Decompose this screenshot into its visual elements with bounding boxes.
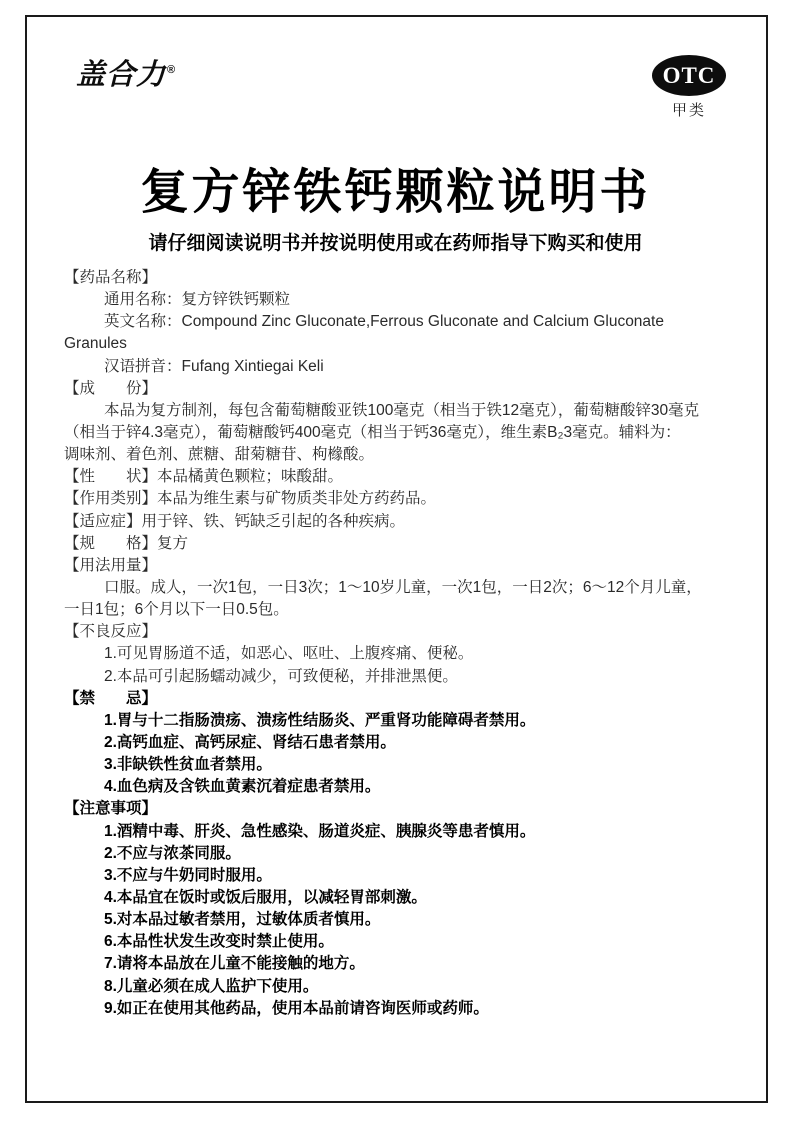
document-line: 9.如正在使用其他药品，使用本品前请咨询医师或药师。 [104,999,489,1017]
brand-logo [76,52,176,93]
document-line: （相当于锌4.3毫克），葡萄糖酸钙400毫克（相当于钙36毫克），维生素B₂3毫克。辅料为： [64,423,681,441]
document-line: 【成 份】 [64,379,158,397]
document-line: 3.非缺铁性贫血者禁用。 [104,756,272,774]
document-line: 【用法用量】 [64,556,158,574]
document-line: 2.本品可引起肠蠕动减少，可致便秘，并排泄黑便。 [104,667,458,685]
leaflet-title: 复方锌铁钙颗粒说明书 [140,166,651,219]
document-line: 【注意事项】 [64,800,158,818]
document-line: 【不良反应】 [64,623,158,641]
document-line: 【性 状】本品橘黄色颗粒；味酸甜。 [64,468,344,486]
document-line: 英文名称：Compound Zinc Gluconate,Ferrous Gluconate and Calcium Gluconate [104,313,664,331]
document-line: 3.不应与牛奶同时服用。 [104,866,272,884]
document-line: 汉语拼音：Fufang Xintiegai Keli [104,357,324,375]
document-line: 5.对本品过敏者禁用，过敏体质者慎用。 [104,911,381,929]
document-line: 6.本品性状发生改变时禁止使用。 [104,933,334,951]
document-line: 通用名称：复方锌铁钙颗粒 [104,291,291,309]
otc-badge-label: OTC [662,62,716,88]
document-line: 4.本品宜在饭时或饭后服用，以减轻胃部刺激。 [104,888,427,906]
document-line: 【药品名称】 [64,269,158,286]
document-line: 调味剂、着色剂、蔗糖、甜菊糖苷、枸橼酸。 [64,446,375,464]
document-line: 口服。成人，一次1包，一日3次；1～10岁儿童，一次1包，一日2次；6～12个月儿童， [104,578,702,596]
document-line: 7.请将本品放在儿童不能接触的地方。 [104,955,365,973]
document-line: 8.儿童必须在成人监护下使用。 [104,977,319,995]
document-line: 【规 格】复方 [64,534,189,552]
leaflet-body [64,267,750,1020]
brand-logo-text: 盖合力 [76,59,167,91]
document-line: 1.酒精中毒、肝炎、急性感染、肠道炎症、胰腺炎等患者慎用。 [104,822,536,840]
document-line: 本品为复方制剂，每包含葡萄糖酸亚铁100毫克（相当于铁12毫克），葡萄糖酸锌30毫克 [104,401,700,419]
document-line: 2.高钙血症、高钙尿症、肾结石患者禁用。 [104,733,396,751]
document-line: 【作用类别】本品为维生素与矿物质类非处方药药品。 [64,490,437,508]
document-line: 1.可见胃肠道不适，如恶心、呕吐、上腹疼痛、便秘。 [104,645,474,663]
document-line: 2.不应与浓茶同服。 [104,844,241,862]
otc-badge [652,55,726,96]
otc-category-label: 甲类 [671,102,706,119]
document-line: 一日1包；6个月以下一日0.5包。 [64,601,289,619]
leaflet-subtitle: 请仔细阅读说明书并按说明使用或在药师指导下购买和使用 [148,233,643,254]
registered-mark-icon: ® [167,64,177,77]
document-line: 【禁 忌】 [64,689,158,707]
document-line: 【适应症】用于锌、铁、钙缺乏引起的各种疾病。 [64,512,406,530]
document-line: 4.血色病及含铁血黄素沉着症患者禁用。 [104,778,381,796]
document-line: Granules [64,335,127,353]
document-line: 1.胃与十二指肠溃疡、溃疡性结肠炎、严重肾功能障碍者禁用。 [104,711,536,729]
